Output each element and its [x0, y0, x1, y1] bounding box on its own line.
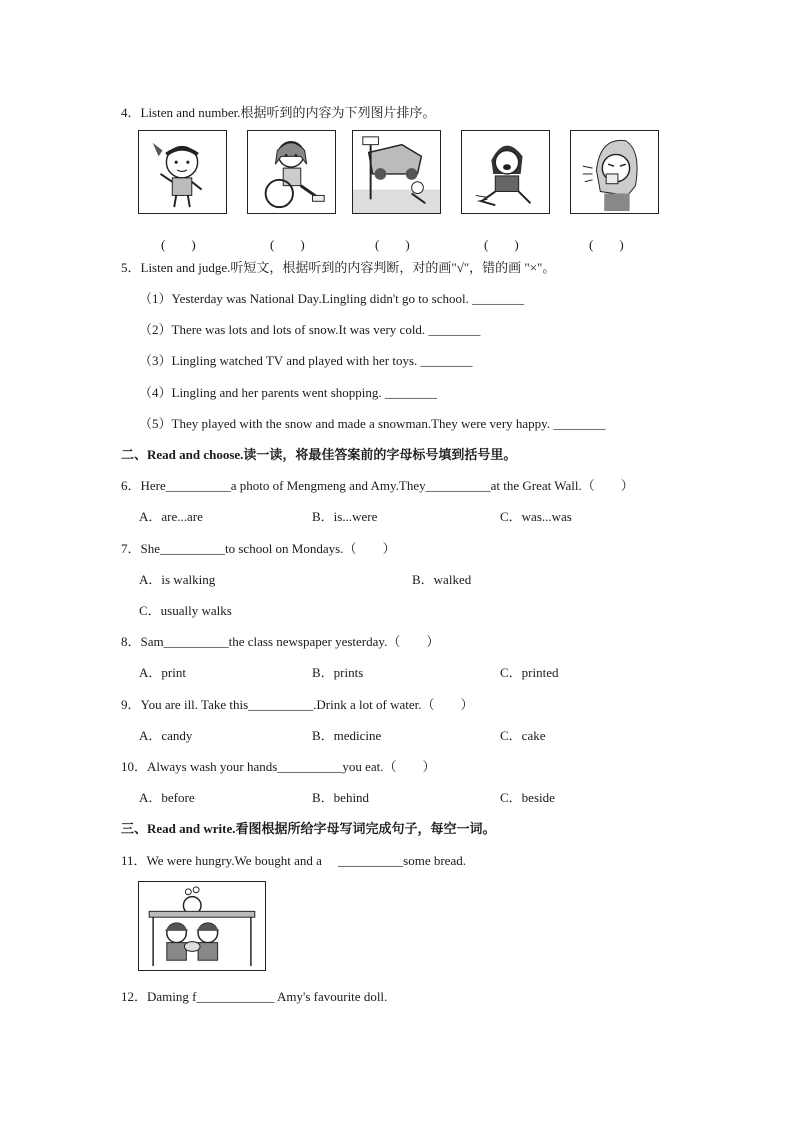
girl-headband-illustration — [139, 131, 226, 213]
question-7-text: 7．She__________to school on Mondays.（ ） — [121, 541, 396, 556]
q7-option-c: C．usually walks — [139, 603, 232, 618]
answer-paren-3[interactable]: ( ) — [375, 237, 410, 252]
q5-item-5: （5）They played with the snow and made a snowman.They were very happy. ________ — [139, 416, 606, 431]
question-11-text: 11．We were hungry.We bought and a __________some bread. — [121, 853, 466, 868]
question-5-text: 5．Listen and judge.听短文，根据听到的内容判断，对的画"√"，错的画 "×"。 — [121, 260, 556, 275]
q8-option-a: A．print — [139, 665, 186, 680]
picture-girl-sneezing — [570, 130, 659, 214]
q5-item-2: （2）There was lots and lots of snow.It was very cold. ________ — [139, 322, 481, 337]
picture-girl-wheelchair — [247, 130, 336, 214]
section-3-heading: 三、Read and write.看图根据所给字母写词完成句子，每空一词。 — [121, 821, 496, 836]
q10-option-b: B．behind — [312, 790, 370, 805]
question-9-text: 9．You are ill. Take this__________.Drink a lot of water.（ ） — [121, 697, 474, 712]
answer-paren-5[interactable]: ( ) — [589, 237, 624, 252]
picture-girl-headband — [138, 130, 227, 214]
question-10-text: 10．Always wash your hands__________you eat.（ ） — [121, 759, 436, 774]
girl-sneezing-illustration — [571, 131, 658, 213]
q6-option-b: B．is...were — [312, 509, 378, 524]
answer-paren-1[interactable]: ( ) — [161, 237, 196, 252]
q6-option-a: A．are...are — [139, 509, 203, 524]
q5-item-1: （1）Yesterday was National Day.Lingling didn't go to school. ________ — [139, 291, 525, 306]
q5-item-3: （3）Lingling watched TV and played with her toys. ________ — [139, 353, 473, 368]
section-2-heading: 二、Read and choose.读一读，将最佳答案前的字母标号填到括号里。 — [121, 447, 517, 462]
q9-option-c: C．cake — [500, 728, 546, 743]
q9-option-a: A．candy — [139, 728, 193, 743]
question-12-text: 12．Daming f____________ Amy's favourite doll. — [121, 989, 388, 1004]
question-4-text: 4．Listen and number.根据听到的内容为下列图片排序。 — [121, 105, 436, 120]
q5-item-4: （4）Lingling and her parents went shopping. ________ — [139, 385, 437, 400]
q7-option-a: A．is walking — [139, 572, 216, 587]
car-accident-illustration — [353, 131, 440, 213]
picture-bakery-children — [138, 881, 266, 971]
girl-wheelchair-illustration — [248, 131, 335, 213]
q6-option-c: C．was...was — [500, 509, 572, 524]
question-8-text: 8．Sam__________the class newspaper yesterday.（ ） — [121, 634, 440, 649]
q10-option-a: A．before — [139, 790, 195, 805]
q7-option-b: B．walked — [412, 572, 472, 587]
q10-option-c: C．beside — [500, 790, 555, 805]
answer-paren-4[interactable]: ( ) — [484, 237, 519, 252]
picture-girl-crying — [461, 130, 550, 214]
girl-crying-illustration — [462, 131, 549, 213]
answer-paren-2[interactable]: ( ) — [270, 237, 305, 252]
question-6-text: 6．Here__________a photo of Mengmeng and Amy.They__________at the Great Wall.（ ） — [121, 478, 634, 493]
q8-option-b: B．prints — [312, 665, 364, 680]
picture-car-accident — [352, 130, 441, 214]
bakery-children-illustration — [139, 882, 265, 970]
q8-option-c: C．printed — [500, 665, 559, 680]
q9-option-b: B．medicine — [312, 728, 382, 743]
